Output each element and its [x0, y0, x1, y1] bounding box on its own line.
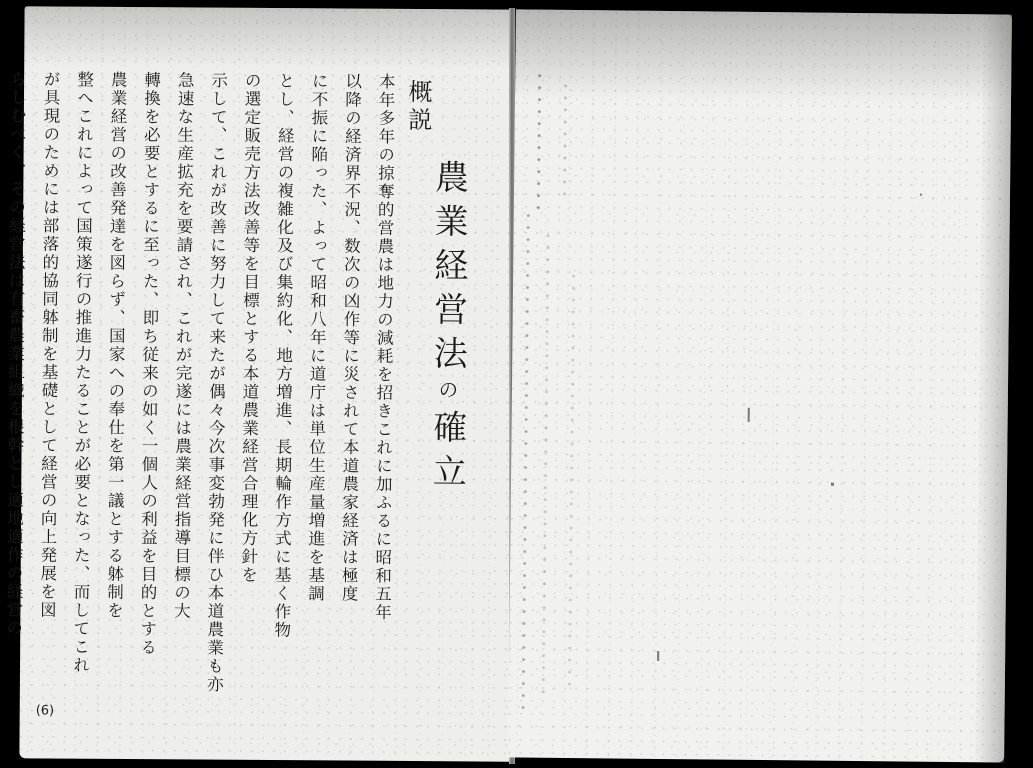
chapter-title: [422, 159, 473, 497]
speck-mark: [920, 194, 922, 196]
text-column: とし、経営の複雑化及び集約化、地方増進、長期輪作方式に基く作物: [271, 72, 295, 640]
text-column: に不振に陥った、よって昭和八年に道庁は単位生産量増進を基調: [305, 72, 329, 604]
text-column: が具現のためには部落的協同躰制を基礎として経営の向上発展を図: [37, 70, 61, 620]
page-top-shadow: [515, 9, 1012, 104]
section-heading: 概説: [403, 78, 433, 136]
page-number: (6): [35, 703, 55, 719]
chapter-title-particle: の: [434, 379, 460, 410]
speck-mark: [657, 651, 659, 661]
text-column: 整へこれによって国策遂行の推進力たることが必要となった、而してこれ: [70, 70, 94, 675]
page-edge-shadow: [974, 14, 1012, 762]
text-column: らしむべく、その経営法は有畜農業組織を根幹とし適地適作の経営の: [3, 70, 27, 638]
bleed-through-column: [519, 210, 534, 710]
text-column: 轉換を必要とするに至った、即ち従来の如く一個人の利益を目的とする: [137, 71, 161, 657]
right-page: [508, 9, 1012, 762]
body-text: [0, 70, 402, 723]
bleed-through-column: [560, 80, 571, 200]
speck-mark: [831, 483, 834, 486]
bleed-through-column: [565, 270, 579, 690]
text-column: 農業経営の改善発達を図らず、国家への奉仕を第一議とする躰制を: [104, 70, 128, 621]
bleed-through-column: [539, 230, 554, 700]
text-column: の選定販売方法改善等を目標とする本道農業経営合理化方針を: [238, 71, 262, 585]
left-page: [3, 6, 514, 761]
text-column: 本年多年の掠奪的営農は地力の減耗を招きこれに加ふるに昭和五年: [372, 72, 396, 622]
text-column: 以降の経済界不況、数次の凶作等に災されて本道農家経済は極度: [338, 72, 362, 604]
bleed-through-column: [534, 70, 545, 210]
text-column: 示して、これが改善に努力して来たが偶々今次事変勃発に伴ひ本道農業も亦: [204, 71, 228, 694]
speck-mark: [748, 408, 750, 422]
chapter-title-main: 農業経営法: [427, 159, 469, 380]
page-top-shadow: [24, 6, 514, 69]
scan-noise: [508, 9, 1012, 762]
chapter-title-end: 確立: [426, 409, 467, 498]
text-column: 急速な生産拡充を要請され、これが完遂には農業経営指導目標の大: [171, 71, 195, 621]
